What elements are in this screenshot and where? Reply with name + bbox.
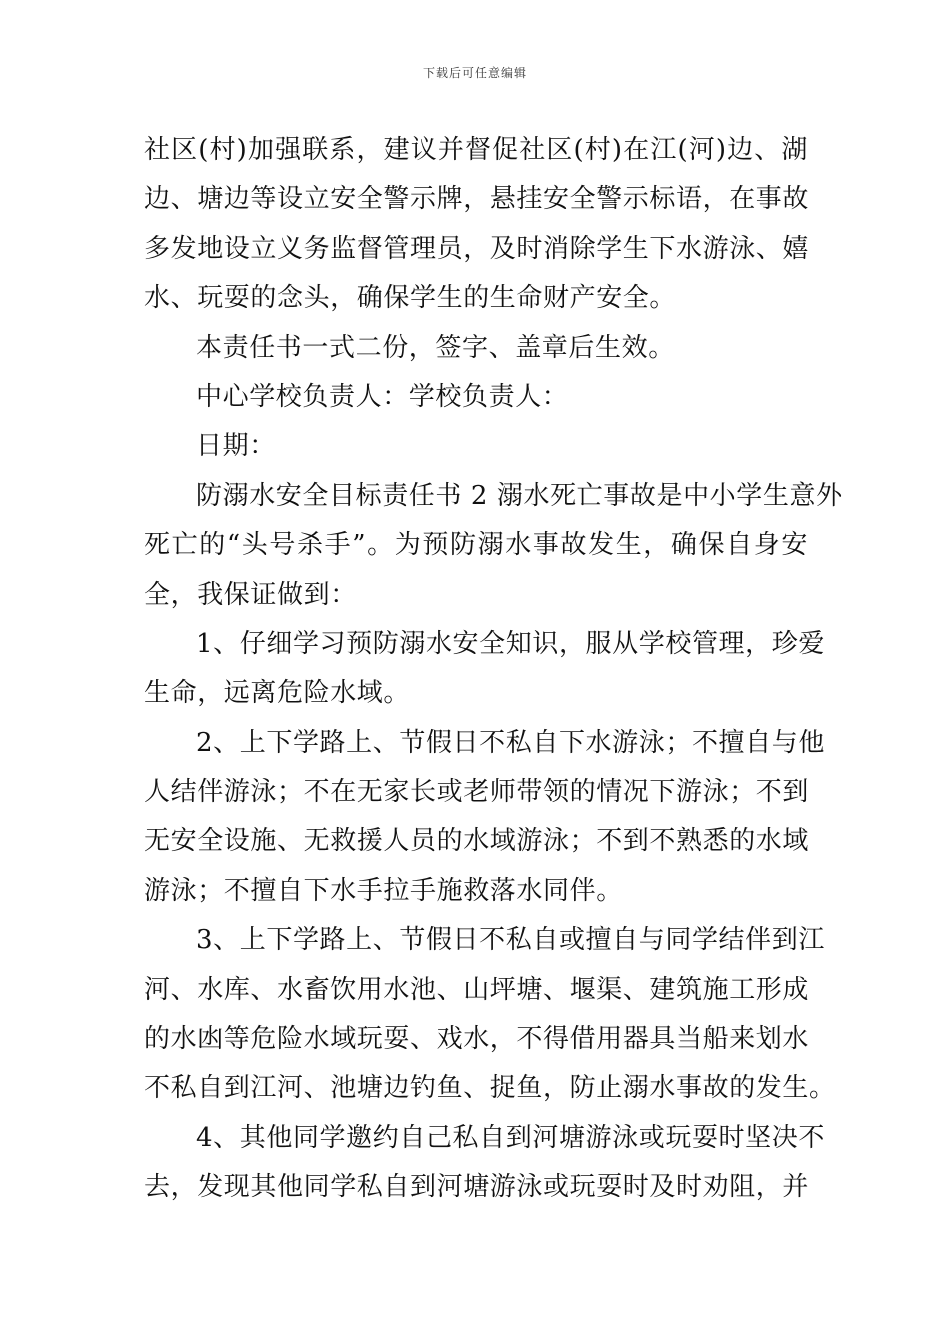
- text-line: 本责任书一式二份，签字、盖章后生效。: [196, 332, 675, 363]
- text-line: 人结伴游泳；不在无家长或老师带领的情况下游泳；不到: [144, 777, 810, 808]
- text-line: 日期：: [196, 431, 276, 462]
- text-line: 游泳；不擅自下水手拉手施救落水同伴。: [144, 875, 623, 906]
- text-line: 生命，远离危险水域。: [144, 678, 411, 709]
- text-line: 中心学校负责人：学校负责人：: [196, 381, 569, 412]
- document-body: [144, 128, 843, 1215]
- text-line: 全，我保证做到：: [144, 579, 357, 610]
- text-line: 2、上下学路上、节假日不私自下水游泳；不擅自与他: [196, 727, 825, 758]
- text-line: 1、仔细学习预防溺水安全知识，服从学校管理，珍爱: [196, 628, 825, 659]
- text-line: 水、玩耍的念头，确保学生的生命财产安全。: [144, 283, 677, 314]
- text-line: 无安全设施、无救援人员的水域游泳；不到不熟悉的水域: [144, 826, 810, 857]
- text-line: 边、塘边等设立安全警示牌，悬挂安全警示标语，在事故: [144, 184, 810, 215]
- text-line: 死亡的“头号杀手”。为预防溺水事故发生，确保自身安: [144, 530, 808, 561]
- text-line: 社区(村)加强联系，建议并督促社区(村)在江(河)边、湖: [144, 135, 808, 165]
- text-line: 河、水库、水畜饮用水池、山坪塘、堰渠、建筑施工形成: [144, 974, 810, 1005]
- text-line: 的水凼等危险水域玩耍、戏水，不得借用器具当船来划水: [144, 1024, 810, 1055]
- text-line: 防溺水安全目标责任书 2 溺水死亡事故是中小学生意外: [196, 480, 843, 511]
- text-line: 不私自到江河、池塘边钓鱼、捉鱼，防止溺水事故的发生。: [144, 1073, 836, 1104]
- text-line: 多发地设立义务监督管理员，及时消除学生下水游泳、嬉: [144, 233, 810, 264]
- text-line: 3、上下学路上、节假日不私自或擅自与同学结伴到江: [196, 925, 825, 956]
- page-header: 下载后可任意编辑: [422, 66, 527, 80]
- text-line: 4、其他同学邀约自己私自到河塘游泳或玩耍时坚决不: [196, 1122, 825, 1153]
- text-line: 去，发现其他同学私自到河塘游泳或玩耍时及时劝阻，并: [144, 1172, 810, 1203]
